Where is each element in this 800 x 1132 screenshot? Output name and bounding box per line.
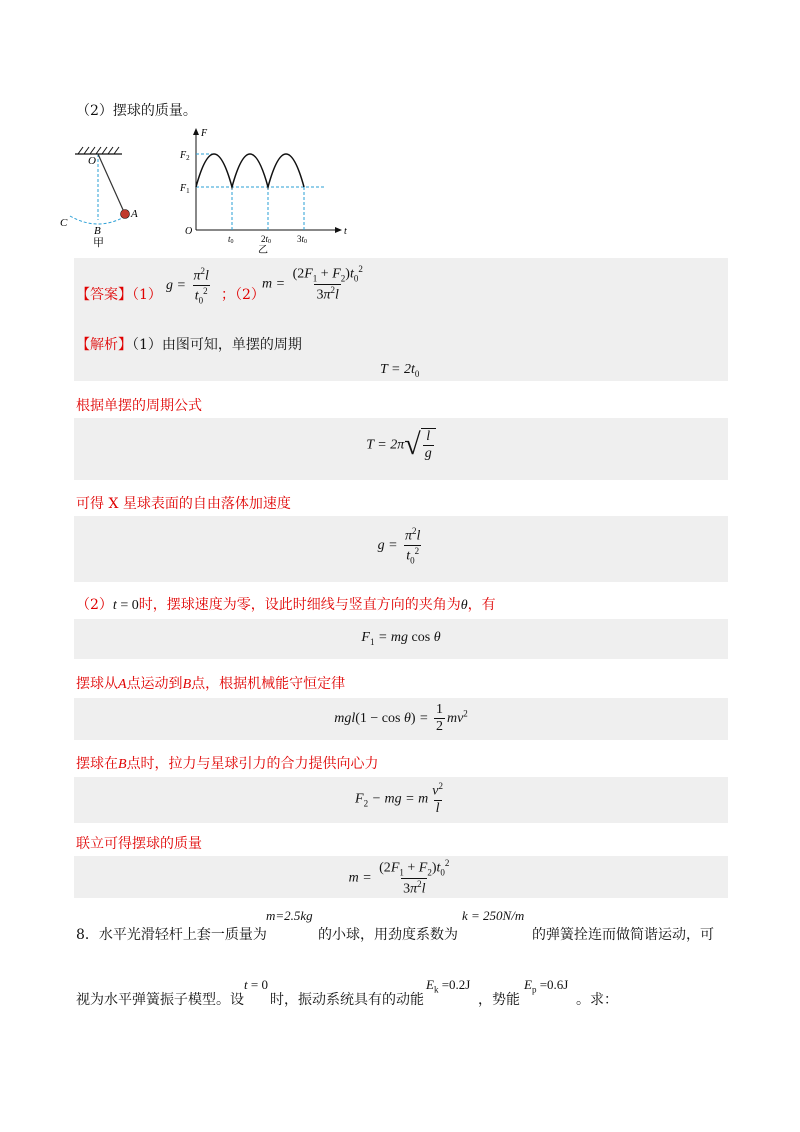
q8-number: 8． [76, 927, 99, 943]
figure-pendulum [60, 140, 150, 252]
step-3-mid: 时，摆球速度为零，设此时细线与竖直方向的夹角为 [138, 597, 461, 613]
step-4-line [76, 673, 345, 693]
svg-text:F2 [179, 150, 190, 162]
step-3-end: ，有 [467, 597, 496, 613]
tick-t0-sub: 0 [230, 239, 234, 245]
formula-t-2t0: $T = 2t_0$ [380, 362, 420, 379]
formula-mass: m = $\frac{(2F_1 + F_2)t_0^2}{3\pi^2l}$ [348, 858, 450, 897]
step-5-line [76, 753, 379, 773]
f2-sub: 2 [186, 154, 190, 162]
svg-text:2t0 [261, 234, 271, 245]
q8-t-eq0 [244, 977, 268, 993]
answer-formula-g: g = $\frac{\pi^2l}{t_0^2}$ [166, 266, 209, 306]
step-3-prefix: （2） [76, 597, 113, 613]
tick-3t0-coef: 3 [297, 234, 302, 244]
q8-text-e: 时，振动系统具有的动能 [270, 992, 424, 1008]
formula-box-period [74, 418, 728, 480]
tick-3t0-sub: 0 [304, 239, 308, 245]
step-5-b: 点时，拉力与星球引力的合力提供向心力 [126, 756, 379, 772]
f1-sub: 1 [186, 187, 190, 195]
f-axis-label: F [201, 128, 208, 139]
figure-force-graph [176, 122, 351, 254]
q8-symbol-eq0: = 0 [247, 977, 268, 992]
label-c: C [60, 217, 68, 229]
f1-label: F [180, 183, 187, 194]
q8-symbol-t: t [244, 977, 248, 992]
q8-text-c: 的弹簧拴连而做简谐运动，可 [532, 927, 714, 943]
f2-label: F [180, 150, 187, 161]
answer-sep: ；（2） [221, 287, 265, 303]
q8-spring-k: k = 250N/m [462, 908, 525, 923]
step-3-line [76, 594, 496, 614]
step-5-a: 摆球在 [76, 756, 118, 772]
q8-text-g: 。求： [576, 992, 618, 1008]
symbol-eq0: = 0 [116, 598, 139, 613]
formula-f1: $F_1$ = mg cos θ [361, 630, 441, 647]
step-6-text: 联立可得摆球的质量 [76, 836, 202, 852]
step-1-text: 根据单摆的周期公式 [76, 398, 202, 414]
q8-ek-sub: k [433, 984, 439, 995]
question-part2: （2）摆球的质量。 [76, 103, 197, 119]
q8-ek-symbol: E [426, 977, 434, 992]
analysis-tag: 【解析】 [76, 337, 132, 353]
t-axis-label: t [344, 226, 347, 237]
answer-p1: （1） [132, 287, 162, 303]
formula-centripetal: $F_2$ − mg = m $\frac{v^2}{l}$ [355, 781, 443, 816]
origin-label: O [185, 226, 193, 237]
formula-g: g = $\frac{\pi^2l}{t_0^2}$ [377, 526, 421, 566]
step-4-c: 点，根据机械能守恒定律 [191, 676, 346, 692]
formula-box-centripetal [74, 777, 728, 823]
formula-energy: mgl(1 − cos θ) = $\frac{1}{2}$ $mv^2$ [334, 702, 468, 735]
q8-ep-value: =0.6J [536, 977, 569, 992]
tick-3t0: t [301, 234, 305, 244]
q8-ep-symbol: E [524, 977, 532, 992]
svg-text:3t0 [297, 234, 307, 245]
step-4-b: 点运动到 [126, 676, 183, 692]
label-a: A [131, 208, 138, 220]
analysis-line [76, 334, 302, 354]
tick-2t0: t [265, 234, 269, 244]
q8-mass: m=2.5kg [266, 908, 313, 923]
label-b: B [94, 225, 101, 237]
q8-text-b: 的小球，用劲度系数为 [318, 927, 458, 943]
symbol-a: A [118, 677, 127, 692]
q8-ek-value: =0.2J [438, 977, 471, 992]
formula-box-f1 [74, 619, 728, 659]
q8-ek [426, 977, 470, 995]
label-o: O [88, 155, 96, 167]
symbol-b-2: B [118, 757, 127, 772]
q8-text-a: 水平光滑轻杆上套一质量为 [98, 927, 267, 943]
symbol-b: B [182, 677, 192, 692]
caption-jia: 甲 [93, 236, 104, 249]
q8-line1 [76, 924, 267, 944]
answer-tag: 【答案】 [76, 287, 132, 303]
analysis-text: （1）由图可知，单摆的周期 [132, 337, 302, 353]
step-2-text: 可得 X 星球表面的自由落体加速度 [76, 496, 291, 512]
formula-box-mass [74, 856, 728, 898]
caption-yi: 乙 [258, 245, 268, 254]
q8-text-f: ，势能 [478, 992, 520, 1008]
q8-text-d: 视为水平弹簧振子模型。设 [76, 992, 244, 1008]
symbol-t: t [112, 598, 117, 613]
q8-ep [524, 977, 568, 995]
tick-2t0-sub: 0 [268, 239, 272, 245]
q8-ep-sub: p [531, 984, 537, 995]
svg-text:F1 [179, 183, 190, 195]
answer-formula-m: m = $\frac{(2F_1 + F_2)t_0^2}{3\pi^2l}$ [262, 264, 363, 303]
step-4-a: 摆球从 [76, 676, 118, 692]
svg-text:t0 [228, 234, 234, 245]
answer-line [76, 284, 162, 304]
formula-box-energy [74, 698, 728, 740]
formula-box-g [74, 516, 728, 582]
tick-t0: t [228, 234, 231, 244]
symbol-theta: θ [460, 598, 468, 613]
tick-2t0-coef: 2 [261, 234, 266, 244]
formula-period: T = 2π √ $\frac{l}{g}$ [74, 428, 728, 463]
